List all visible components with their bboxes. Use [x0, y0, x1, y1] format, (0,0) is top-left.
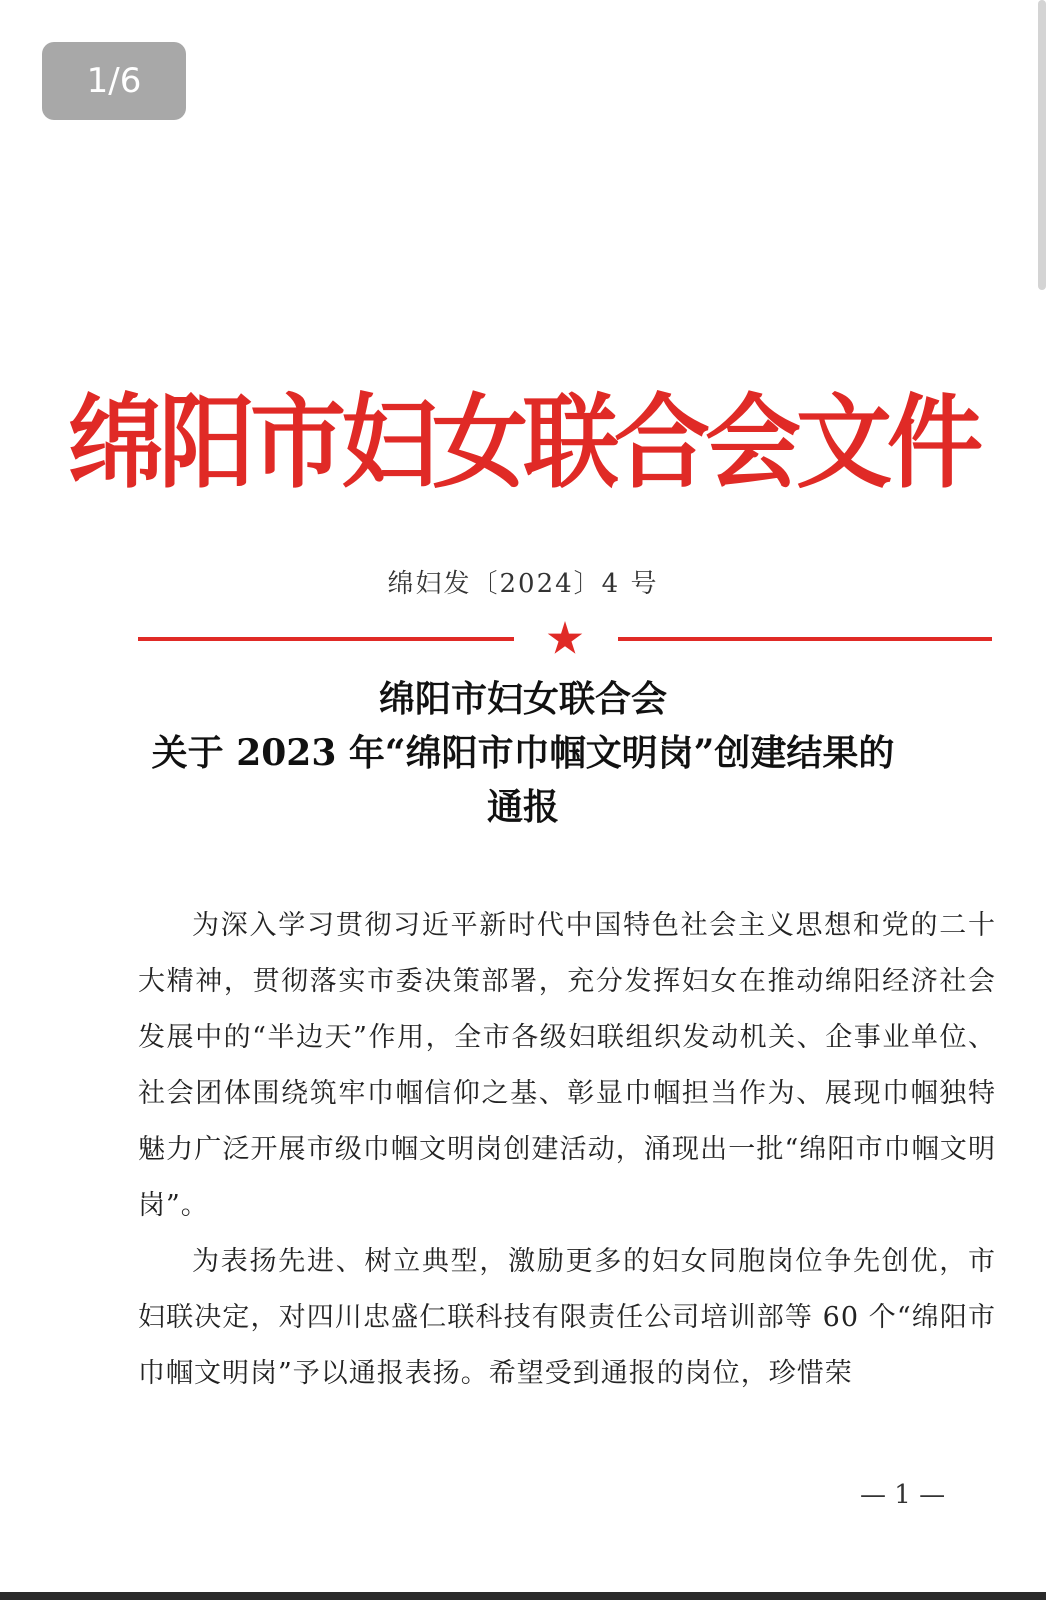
- body-paragraph: 为深入学习贯彻习近平新时代中国特色社会主义思想和党的二十大精神，贯彻落实市委决策部署，充分发挥妇女在推动绵阳经济社会发展中的“半边天”作用，全市各级妇联组织发动机关、企事业单位、社会团体围绕筑牢巾帼信仰之基、彰显巾帼担当作为、展现巾帼独特魅力广泛开展市级巾帼文明岗创建活动，涌现出一批“绵阳市巾帼文明岗”。: [138, 910, 996, 1221]
- document-number: 绵妇发〔2024〕4 号: [387, 569, 659, 599]
- title-line: 绵阳市妇女联合会: [378, 678, 667, 720]
- page-indicator: 1/6: [42, 42, 186, 120]
- bottom-edge: [0, 1592, 1046, 1600]
- scrollbar[interactable]: [1038, 0, 1046, 290]
- title-line: 通报: [486, 786, 559, 828]
- document-title: [0, 672, 1046, 834]
- page-number-footer: — 1 —: [860, 1480, 946, 1510]
- star-icon: [547, 621, 583, 657]
- red-divider-left: [138, 637, 514, 641]
- issuer-header: 绵阳市妇女联合会文件: [68, 383, 978, 503]
- title-line: 关于 2023 年“绵阳市巾帼文明岗”创建结果的: [151, 732, 895, 774]
- body-paragraph: 为表扬先进、树立典型，激励更多的妇女同胞岗位争先创优，市妇联决定，对四川忠盛仁联科技有限责任公司培训部等 60 个“绵阳市巾帼文明岗”予以通报表扬。希望受到通报的岗位，珍惜荣: [138, 1246, 996, 1389]
- document-body: [138, 898, 996, 1402]
- red-divider-right: [618, 637, 992, 641]
